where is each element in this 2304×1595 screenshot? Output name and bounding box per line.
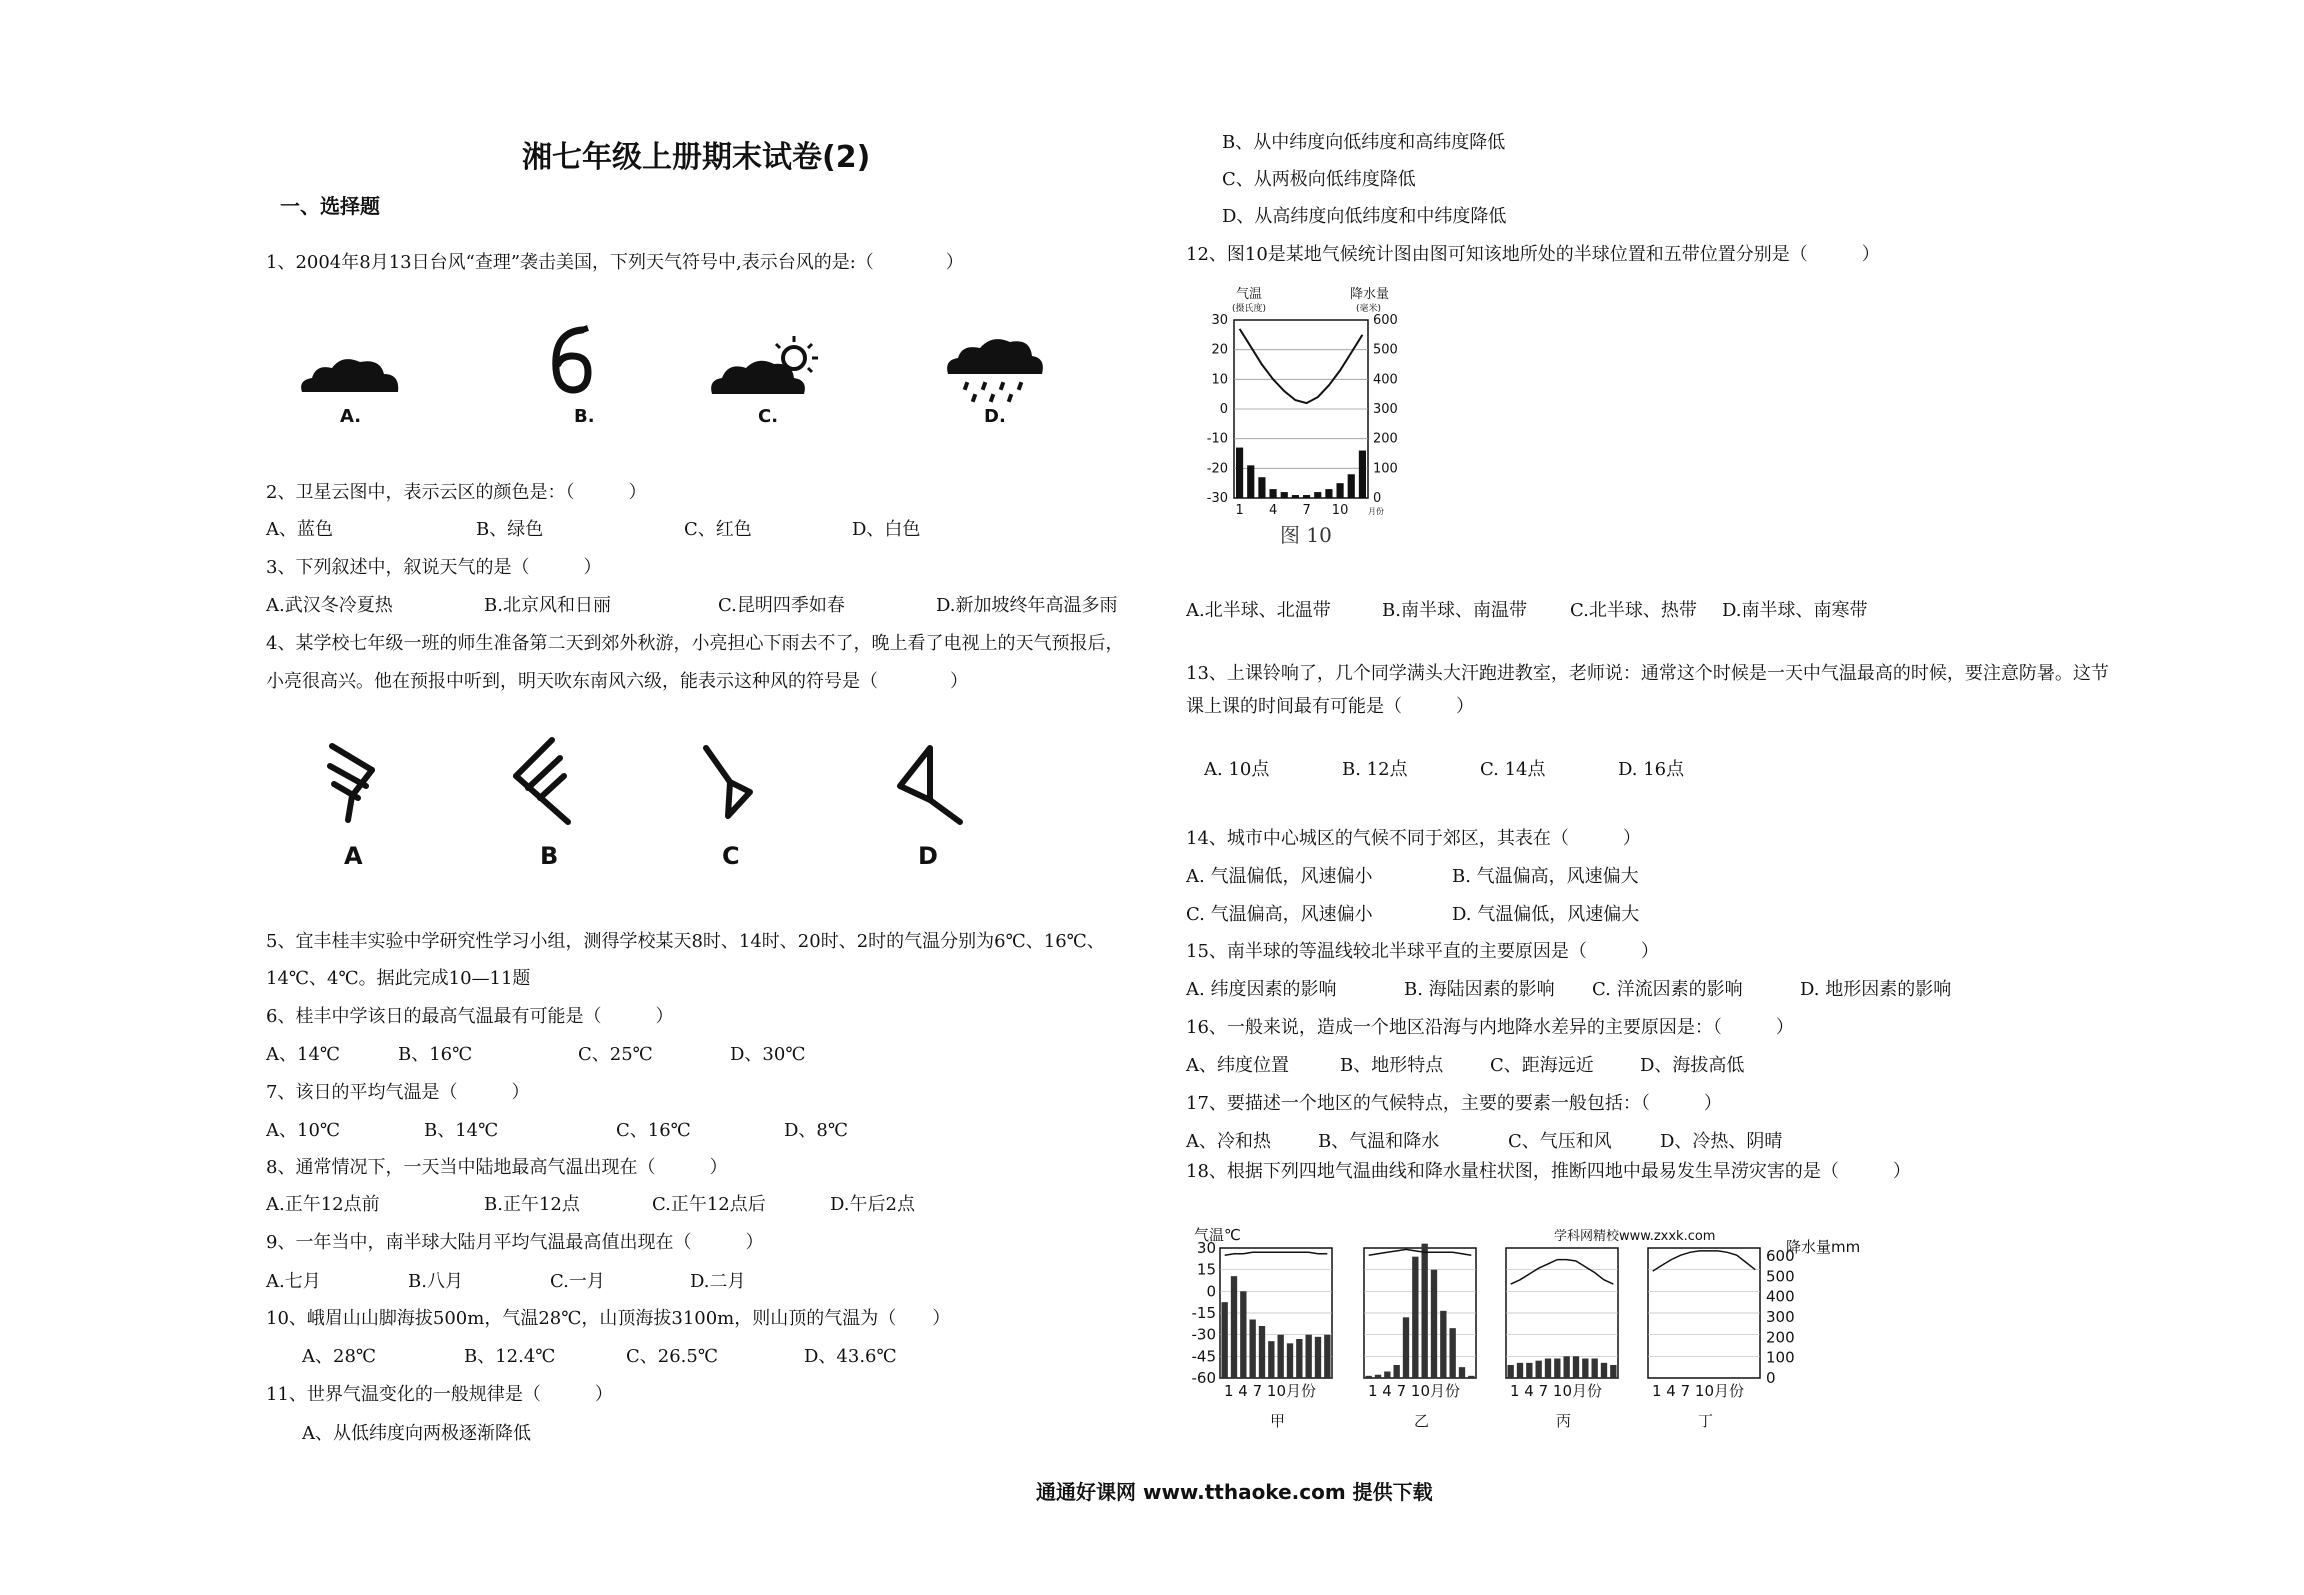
- fig10-right-tick: 500: [1373, 342, 1398, 358]
- fig18-precip-bar: [1545, 1359, 1551, 1379]
- fig18-precip-bar: [1582, 1359, 1588, 1379]
- fig10-left-tick: -30: [1206, 491, 1228, 506]
- question-14-stem: 14、城市中心城区的气候不同于郊区，其表在（ ）: [1186, 828, 1641, 849]
- question-7-stem: 7、该日的平均气温是（ ）: [266, 1082, 530, 1103]
- q8-option-a: A.正午12点前: [266, 1194, 380, 1215]
- fig18-temperature-line: [1369, 1249, 1472, 1255]
- fig18-temp-header: 气温℃: [1194, 1226, 1241, 1244]
- fig10-left-tick: 20: [1211, 342, 1228, 358]
- question-5-stem-line-2: 14℃、4℃。据此完成10—11题: [266, 968, 531, 989]
- q14-option-a: A. 气温偏低，风速偏小: [1186, 866, 1373, 887]
- q13-option-c: C. 14点: [1480, 759, 1546, 780]
- fig18-precip-bar: [1306, 1335, 1312, 1378]
- fig18-precip-bar: [1536, 1361, 1542, 1378]
- q7-option-c: C、16℃: [616, 1120, 691, 1141]
- fig10-x-unit: 月份: [1368, 507, 1384, 516]
- rain-icon: [944, 334, 1044, 406]
- fig18-left-tick: -30: [1191, 1325, 1216, 1344]
- fig18-precip-bar: [1422, 1244, 1428, 1378]
- question-12-stem: 12、图10是某地气候统计图由图可知该地所处的半球位置和五带位置分别是（ ）: [1186, 244, 1880, 265]
- q11-option-b: B、从中纬度向低纬度和高纬度降低: [1222, 132, 1506, 153]
- fig10-precip-bar: [1292, 495, 1299, 498]
- fig10-x-tick: 1: [1235, 503, 1244, 518]
- fig10-temp-header: 气温: [1236, 287, 1263, 302]
- fig18-right-tick: 300: [1766, 1308, 1795, 1326]
- fig10-precip-bar: [1325, 489, 1332, 498]
- q8-option-b: B.正午12点: [484, 1194, 580, 1215]
- q6-option-c: C、25℃: [578, 1044, 653, 1065]
- fig18-panel: [1648, 1248, 1760, 1430]
- q12-option-b: B.南半球、南温带: [1382, 600, 1527, 621]
- fig18-left-tick: 30: [1196, 1239, 1216, 1257]
- fig18-precip-bar: [1278, 1335, 1284, 1378]
- fig18-precip-bar: [1431, 1270, 1437, 1378]
- fig10-precip-header: 降水量: [1350, 287, 1390, 302]
- fig18-precip-bar: [1450, 1328, 1456, 1378]
- fig18-precip-bar: [1315, 1337, 1321, 1378]
- fig10-precip-bar: [1348, 474, 1355, 498]
- fig10-precip-bar: [1314, 492, 1321, 498]
- q7-option-a: A、10℃: [266, 1120, 341, 1141]
- fig18-left-tick: 15: [1196, 1260, 1216, 1279]
- fig18-temperature-line: [1511, 1260, 1614, 1285]
- partly-sunny-icon: [708, 334, 838, 398]
- fig18-precip-bar: [1250, 1320, 1256, 1379]
- fig18-x-ticks: 1 4 7 10月份: [1368, 1382, 1461, 1400]
- question-13-stem-line-2: 课上课的时间最有可能是（ ）: [1186, 696, 1474, 717]
- q3-option-a: A.武汉冬冷夏热: [266, 595, 393, 616]
- question-2-stem: 2、卫星云图中，表示云区的颜色是：（ ）: [266, 482, 647, 503]
- fig10-precip-bar: [1281, 492, 1288, 498]
- fig18-right-tick: 0: [1766, 1369, 1776, 1387]
- fig10-temp-unit: (摄氏度): [1232, 304, 1267, 314]
- q10-option-d: D、43.6℃: [804, 1346, 897, 1367]
- q14-option-b: B. 气温偏高，风速偏大: [1452, 866, 1639, 887]
- question-6-stem: 6、桂丰中学该日的最高气温最有可能是（ ）: [266, 1006, 674, 1027]
- fig18-right-tick: 200: [1766, 1328, 1795, 1347]
- q9-option-c: C.一月: [550, 1271, 605, 1292]
- fig18-precip-bar: [1440, 1311, 1446, 1378]
- q10-option-b: B、12.4℃: [464, 1346, 556, 1367]
- fig18-right-tick: 100: [1766, 1348, 1795, 1367]
- q1-label-a: A.: [340, 406, 362, 427]
- fig18-precip-bar: [1564, 1356, 1570, 1378]
- fig18-left-tick: -45: [1191, 1347, 1216, 1366]
- q15-option-d: D. 地形因素的影响: [1800, 979, 1952, 1000]
- q1-label-c: C.: [758, 406, 779, 427]
- q14-option-c: C. 气温偏高，风速偏小: [1186, 904, 1373, 925]
- q7-option-d: D、8℃: [784, 1120, 849, 1141]
- fig10-precip-bar: [1258, 477, 1265, 498]
- q16-option-d: D、海拔高低: [1640, 1055, 1745, 1076]
- fig18-right-tick: 500: [1766, 1267, 1795, 1286]
- fig18-precip-bar: [1324, 1335, 1330, 1378]
- typhoon-icon: [548, 326, 592, 396]
- q15-option-c: C. 洋流因素的影响: [1592, 979, 1743, 1000]
- fig18-precip-bar: [1240, 1291, 1246, 1378]
- fig18-precip-bar: [1403, 1317, 1409, 1378]
- fig10-right-tick: 0: [1373, 491, 1382, 506]
- section-heading: 一、选择题: [280, 194, 380, 218]
- q7-option-b: B、14℃: [424, 1120, 499, 1141]
- figure-18-four-climate-charts: [1186, 1222, 1861, 1472]
- fig10-left-tick: 30: [1211, 313, 1228, 328]
- fig18-precip-bar: [1412, 1257, 1418, 1378]
- fig10-left-tick: 0: [1219, 402, 1228, 417]
- fig18-right-tick: 600: [1766, 1247, 1795, 1265]
- fig10-precip-bar: [1236, 448, 1243, 498]
- fig18-temperature-line: [1225, 1252, 1328, 1255]
- question-17-stem: 17、要描述一个地区的气候特点，主要的要素一般包括：（ ）: [1186, 1093, 1722, 1114]
- fig18-precip-bar: [1610, 1365, 1616, 1378]
- q12-option-a: A.北半球、北温带: [1186, 600, 1331, 621]
- q4-label-c: C: [722, 842, 740, 870]
- fig10-right-tick: 200: [1373, 431, 1398, 447]
- q11-option-c: C、从两极向低纬度降低: [1222, 169, 1416, 190]
- fig10-left-tick: -10: [1206, 431, 1228, 447]
- q17-option-b: B、气温和降水: [1318, 1131, 1440, 1152]
- question-3-stem: 3、下列叙述中，叙说天气的是（ ）: [266, 557, 602, 578]
- q4-label-d: D: [918, 842, 938, 870]
- fig18-precip-bar: [1222, 1302, 1228, 1378]
- fig18-precip-bar: [1375, 1375, 1381, 1378]
- q3-option-b: B.北京风和日丽: [484, 595, 611, 616]
- fig18-precip-bar: [1601, 1363, 1607, 1378]
- q17-option-a: A、冷和热: [1186, 1131, 1271, 1152]
- fig18-x-ticks: 1 4 7 10月份: [1652, 1382, 1745, 1400]
- q9-option-a: A.七月: [266, 1271, 321, 1292]
- fig18-left-tick: 0: [1206, 1282, 1216, 1301]
- footer: 通通好课网 www.tthaoke.com 提供下载: [1036, 1480, 1433, 1504]
- question-9-stem: 9、一年当中，南半球大陆月平均气温最高值出现在（ ）: [266, 1232, 764, 1253]
- q8-option-c: C.正午12点后: [652, 1194, 766, 1215]
- q16-option-a: A、纬度位置: [1186, 1055, 1289, 1076]
- fig18-panel-label: 丁: [1698, 1412, 1714, 1430]
- q3-option-d: D.新加坡终年高温多雨: [936, 595, 1118, 616]
- fig18-precip-bar: [1384, 1372, 1390, 1379]
- q15-option-a: A. 纬度因素的影响: [1186, 979, 1337, 1000]
- q9-option-b: B.八月: [408, 1271, 463, 1292]
- fig18-precip-bar: [1517, 1363, 1523, 1378]
- figure-10-climate-chart: [1190, 284, 1430, 554]
- fig18-precip-bar: [1468, 1376, 1474, 1378]
- fig18-watermark: 学科网精校www.zxxk.com: [1554, 1229, 1716, 1244]
- fig18-precip-bar: [1259, 1326, 1265, 1378]
- wind-symbol-c-icon: [700, 742, 770, 832]
- q3-option-c: C.昆明四季如春: [718, 595, 845, 616]
- q2-option-a: A、蓝色: [266, 519, 333, 540]
- q4-label-a: A: [344, 842, 363, 870]
- fig10-precip-bar: [1303, 495, 1310, 498]
- question-1-stem: 1、2004年8月13日台风“查理”袭击美国，下列天气符号中,表示台风的是:（ ）: [266, 252, 964, 273]
- wind-symbol-a-icon: [322, 740, 382, 830]
- q11-option-a: A、从低纬度向两极逐渐降低: [302, 1423, 531, 1444]
- fig18-panel: [1364, 1244, 1476, 1430]
- question-13-stem-line-1: 13、上课铃响了，几个同学满头大汗跑进教室，老师说：通常这个时候是一天中气温最高的时候，要注意防暑。这节: [1186, 663, 2109, 684]
- q6-option-a: A、14℃: [266, 1044, 341, 1065]
- wind-symbol-d-icon: [890, 742, 970, 832]
- q10-option-a: A、28℃: [302, 1346, 377, 1367]
- fig18-panel: [1220, 1248, 1332, 1430]
- q16-option-c: C、距海远近: [1490, 1055, 1594, 1076]
- fig18-left-tick: -15: [1191, 1304, 1216, 1322]
- fig18-x-ticks: 1 4 7 10月份: [1510, 1382, 1603, 1400]
- fig10-x-tick: 7: [1302, 503, 1311, 518]
- q12-option-d: D.南半球、南寒带: [1722, 600, 1868, 621]
- q13-option-a: A. 10点: [1204, 759, 1270, 780]
- fig18-precip-bar: [1508, 1365, 1514, 1378]
- page-title: 湘七年级上册期末试卷(2): [522, 140, 871, 175]
- fig18-precip-bar: [1268, 1341, 1274, 1378]
- q17-option-c: C、气压和风: [1508, 1131, 1612, 1152]
- question-15-stem: 15、南半球的等温线较北半球平直的主要原因是（ ）: [1186, 941, 1659, 962]
- fig18-precip-bar: [1394, 1365, 1400, 1378]
- q1-label-d: D.: [984, 406, 1006, 427]
- fig10-x-tick: 4: [1268, 503, 1278, 518]
- fig18-precip-bar: [1573, 1356, 1579, 1378]
- cloudy-icon: [298, 352, 402, 398]
- fig18-precip-bar: [1592, 1359, 1598, 1379]
- fig10-caption: 图 10: [1280, 523, 1332, 547]
- fig10-temperature-line: [1240, 329, 1363, 403]
- fig18-x-ticks: 1 4 7 10月份: [1224, 1382, 1317, 1400]
- fig10-right-tick: 100: [1373, 461, 1398, 477]
- question-4-stem-line-1: 4、某学校七年级一班的师生准备第二天到郊外秋游，小亮担心下雨去不了，晚上看了电视上的天气预报后，: [266, 633, 1124, 654]
- q6-option-d: D、30℃: [730, 1044, 806, 1065]
- q13-option-d: D. 16点: [1618, 759, 1685, 780]
- fig10-right-tick: 300: [1373, 402, 1398, 417]
- q2-option-b: B、绿色: [476, 519, 544, 540]
- q13-option-b: B. 12点: [1342, 759, 1408, 780]
- q12-option-c: C.北半球、热带: [1570, 600, 1697, 621]
- fig18-precip-bar: [1366, 1376, 1372, 1378]
- fig18-precip-bar: [1296, 1339, 1302, 1378]
- fig18-precip-bar: [1554, 1359, 1560, 1379]
- q4-label-b: B: [540, 842, 559, 870]
- fig10-precip-bar: [1337, 483, 1344, 498]
- fig18-panel-label: 乙: [1414, 1412, 1430, 1430]
- question-11-stem: 11、世界气温变化的一般规律是（ ）: [266, 1384, 613, 1405]
- fig18-precip-bar: [1526, 1363, 1532, 1378]
- fig18-left-tick: -60: [1191, 1369, 1216, 1387]
- fig10-left-tick: 10: [1211, 372, 1228, 388]
- fig18-precip-bar: [1459, 1367, 1465, 1378]
- q1-label-b: B.: [574, 406, 595, 427]
- fig18-temperature-line: [1653, 1251, 1756, 1271]
- fig10-precip-unit: (毫米): [1356, 304, 1382, 314]
- question-18-stem: 18、根据下列四地气温曲线和降水量柱状图，推断四地中最易发生旱涝灾害的是（ ）: [1186, 1161, 1911, 1182]
- fig10-precip-bar: [1359, 451, 1366, 498]
- q14-option-d: D. 气温偏低，风速偏大: [1452, 904, 1640, 925]
- q6-option-b: B、16℃: [398, 1044, 473, 1065]
- fig10-left-tick: -20: [1206, 461, 1228, 477]
- q16-option-b: B、地形特点: [1340, 1055, 1444, 1076]
- fig10-precip-bar: [1247, 465, 1254, 498]
- question-4-stem-line-2: 小亮很高兴。他在预报中听到，明天吹东南风六级，能表示这种风的符号是（ ）: [266, 671, 968, 692]
- q10-option-c: C、26.5℃: [626, 1346, 718, 1367]
- fig18-right-tick: 400: [1766, 1287, 1795, 1306]
- fig10-x-tick: 10: [1331, 503, 1349, 518]
- fig18-precip-bar: [1287, 1343, 1293, 1378]
- fig18-panel-label: 甲: [1270, 1412, 1286, 1430]
- fig18-precip-header: 降水量mm: [1786, 1238, 1861, 1256]
- wind-symbol-b-icon: [506, 736, 576, 826]
- q2-option-c: C、红色: [684, 519, 752, 540]
- question-8-stem: 8、通常情况下，一天当中陆地最高气温出现在（ ）: [266, 1157, 728, 1178]
- q9-option-d: D.二月: [690, 1271, 746, 1292]
- fig18-panel: [1506, 1248, 1618, 1430]
- q11-option-d: D、从高纬度向低纬度和中纬度降低: [1222, 206, 1507, 227]
- fig18-precip-bar: [1231, 1276, 1237, 1378]
- fig10-right-tick: 400: [1373, 372, 1398, 388]
- q2-option-d: D、白色: [852, 519, 921, 540]
- fig18-panel-label: 丙: [1556, 1412, 1572, 1430]
- q15-option-b: B. 海陆因素的影响: [1404, 979, 1555, 1000]
- fig10-precip-bar: [1270, 489, 1277, 498]
- question-16-stem: 16、一般来说，造成一个地区沿海与内地降水差异的主要原因是：（ ）: [1186, 1017, 1794, 1038]
- question-10-stem: 10、峨眉山山脚海拔500m，气温28℃，山顶海拔3100m，则山顶的气温为（ ）: [266, 1308, 951, 1329]
- q8-option-d: D.午后2点: [830, 1194, 915, 1215]
- fig10-right-tick: 600: [1373, 313, 1398, 328]
- q17-option-d: D、冷热、阴晴: [1660, 1131, 1783, 1152]
- question-5-stem-line-1: 5、宜丰桂丰实验中学研究性学习小组，测得学校某天8时、14时、20时、2时的气温分别为6℃、16℃、: [266, 931, 1105, 952]
